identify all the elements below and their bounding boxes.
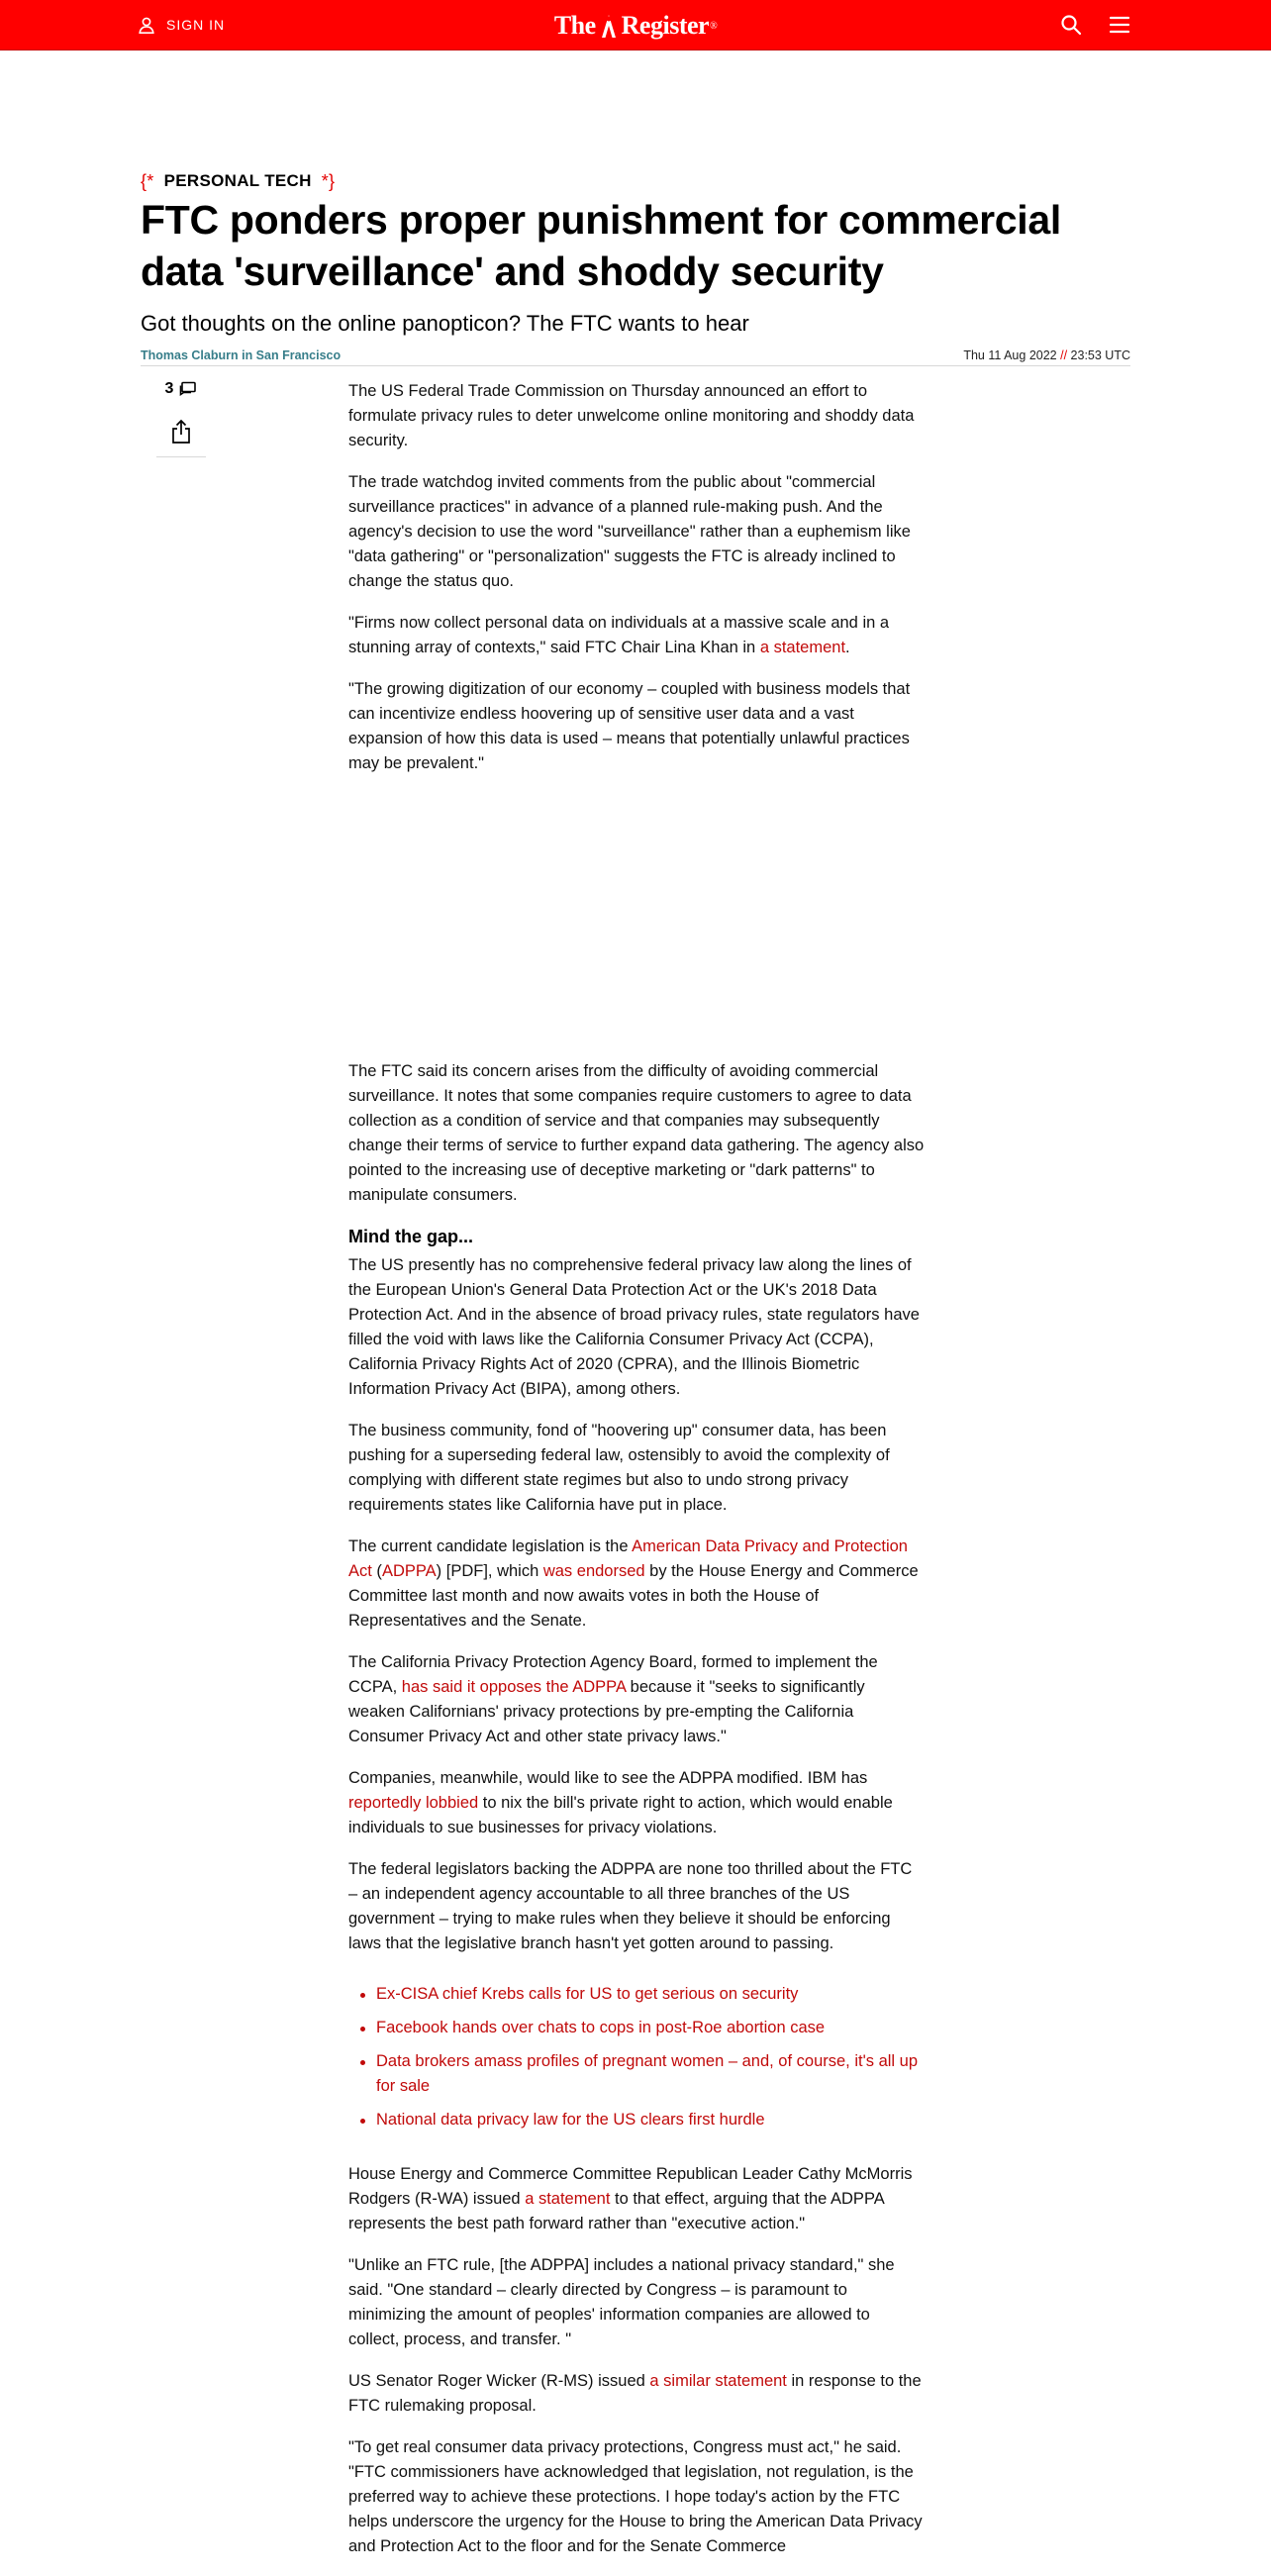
hamburger-menu-icon[interactable] bbox=[1108, 13, 1131, 37]
byline bbox=[141, 346, 1130, 366]
statement-link-2[interactable]: a statement bbox=[525, 2190, 611, 2208]
comment-bubble-icon bbox=[179, 381, 197, 397]
list-item bbox=[376, 1982, 925, 2007]
paragraph-9-end: because it "seeks to significantly weaken Californians' privacy protections by pre-empting the California Consumer Privacy Act and other state privacy laws." bbox=[348, 1678, 865, 1745]
article-standfirst: Got thoughts on the online panopticon? The FTC wants to hear bbox=[141, 311, 749, 336]
list-item bbox=[376, 2108, 925, 2132]
sign-in-link[interactable] bbox=[139, 14, 225, 36]
adppa-pdf-link[interactable]: ADPPA bbox=[381, 1562, 437, 1580]
paragraph-12-end: to that effect, arguing that the ADPPA represents the best path forward rather than "executive action." bbox=[348, 2190, 884, 2232]
paragraph-14-end: in response to the FTC rulemaking proposal. bbox=[348, 2372, 922, 2415]
top-navigation-bar bbox=[0, 0, 1271, 50]
time-text: 23:53 UTC bbox=[1070, 348, 1130, 362]
paragraph-3 bbox=[348, 611, 925, 660]
paragraph-12-text: House Energy and Commerce Committee Republican Leader Cathy McMorris Rodgers (R-WA) issued bbox=[348, 2165, 913, 2208]
paragraph-8-mid: ) [PDF], which bbox=[436, 1562, 543, 1580]
search-icon[interactable] bbox=[1059, 13, 1083, 37]
logo-text-the: The bbox=[553, 11, 596, 40]
section-link-personal-tech[interactable]: PERSONAL TECH bbox=[163, 171, 312, 190]
date-separator: // bbox=[1060, 348, 1068, 362]
adppa-bill-link[interactable]: American Data Privacy and Protection Act bbox=[348, 1537, 908, 1580]
paragraph-5: The FTC said its concern arises from the difficulty of avoiding commercial surveillance. It notes that some companies require customers to agree to data collection as a condition of service and that companies may subsequently change their terms of service to further expand data gathering. The agency also pointed to the increasing use of deceptive marketing or "dark patterns" to manipulate consumers. bbox=[348, 1062, 925, 1204]
related-link[interactable]: Data brokers amass profiles of pregnant women – and, of course, it's all up for sale bbox=[376, 2052, 919, 2095]
paragraph-10-text: Companies, meanwhile, would like to see the ADPPA modified. IBM has bbox=[348, 1769, 868, 1787]
vulture-logo-icon bbox=[598, 13, 620, 39]
paragraph-13: "Unlike an FTC rule, [the ADPPA] includes a national privacy standard," she said. "One standard – clearly directed by Congress – is paramount to minimizing the amount of peoples' information companies are allowed to collect, process, and transfer. " bbox=[348, 2256, 895, 2348]
share-rail bbox=[156, 371, 206, 457]
paragraph-14 bbox=[348, 2369, 925, 2419]
list-item bbox=[376, 2049, 925, 2099]
opposes-adppa-link[interactable]: has said it opposes the ADPPA bbox=[401, 1678, 627, 1696]
paragraph-15: "To get real consumer data privacy protections, Congress must act," he said. "FTC commissioners have acknowledged that legislation, not regulation, is the preferred way to achieve these protections. I hope today's action by the FTC helps underscore the urgency for the House to bring the American Data Privacy and Protection Act to the floor and for the Senate Commerce bbox=[348, 2438, 923, 2555]
paragraph-8 bbox=[348, 1535, 925, 1634]
was-endorsed-link[interactable]: was endorsed bbox=[542, 1562, 645, 1580]
paragraph-9 bbox=[348, 1650, 925, 1749]
paragraph-3-text: "Firms now collect personal data on individuals at a massive scale and in a stunning array of contexts," said FTC Chair Lina Khan in bbox=[348, 614, 890, 656]
paragraph-11: The federal legislators backing the ADPPA are none too thrilled about the FTC – an independent agency accountable to all three branches of the US government – trying to make rules when they believe it should be enforcing laws that the legislative branch hasn't yet gotten around to passing. bbox=[348, 1860, 913, 1952]
paragraph-10 bbox=[348, 1766, 925, 1840]
list-item bbox=[376, 2016, 925, 2040]
related-links-list bbox=[348, 1982, 925, 2132]
related-link[interactable]: National data privacy law for the US clears first hurdle bbox=[376, 2111, 765, 2129]
paragraph-12 bbox=[348, 2162, 925, 2236]
statement-link[interactable]: a statement bbox=[759, 639, 846, 656]
reportedly-lobbied-link[interactable]: reportedly lobbied bbox=[348, 1794, 479, 1812]
paragraph-9-text: The California Privacy Protection Agency Board, formed to implement the CCPA, bbox=[348, 1653, 878, 1696]
share-icon bbox=[170, 419, 192, 445]
comment-count: 3 bbox=[164, 380, 174, 397]
section-kicker bbox=[141, 169, 335, 193]
paragraph-6: The US presently has no comprehensive federal privacy law along the lines of the European Union's General Data Protection Act or the UK's 2018 Data Protection Act. And in the absence of broad privacy rules, state regulators have filled the void with laws like the California Consumer Privacy Act (CCPA), California Privacy Rights Act of 2020 (CPRA), and the Illinois Biometric Information Privacy Act (BIPA), among others. bbox=[348, 1256, 920, 1398]
ad-space bbox=[348, 793, 925, 1059]
sign-in-label: SIGN IN bbox=[166, 17, 226, 33]
subheading: Mind the gap... bbox=[348, 1227, 473, 1246]
logo-registered-mark: ® bbox=[710, 20, 718, 32]
date-text: Thu 11 Aug 2022 bbox=[963, 348, 1057, 362]
paragraph-2: The trade watchdog invited comments from the public about "commercial surveillance practices" in advance of a planned rule-making push. And the agency's decision to use the word "surveillance" rather than a euphemism like "data gathering" or "personalization" suggests the FTC is already inclined to change the status quo. bbox=[348, 473, 911, 590]
logo-text-register: Register bbox=[621, 11, 710, 40]
rail-divider bbox=[156, 456, 206, 457]
paragraph-10-end: to nix the bill's private right to action, which would enable individuals to sue businesses for privacy violations. bbox=[348, 1794, 893, 1836]
similar-statement-link[interactable]: a similar statement bbox=[649, 2372, 787, 2390]
kicker-brace-open: {* bbox=[141, 170, 154, 191]
paragraph-3-end: . bbox=[845, 639, 850, 656]
paragraph-8-end: by the House Energy and Commerce Committee last month and now awaits votes in both the House of Representatives and the Senate. bbox=[348, 1562, 919, 1630]
article-headline: FTC ponders proper punishment for commercial data 'surveillance' and shoddy security bbox=[141, 197, 1061, 294]
article-body bbox=[348, 379, 925, 2576]
publish-date bbox=[963, 348, 1130, 362]
paragraph-8-paren: ( bbox=[371, 1562, 382, 1580]
kicker-brace-close: *} bbox=[321, 170, 336, 191]
author-link[interactable]: Thomas Claburn in San Francisco bbox=[141, 348, 342, 362]
user-icon bbox=[139, 17, 154, 34]
paragraph-4: "The growing digitization of our economy – coupled with business models that can incentivize endless hoovering up of sensitive user data and a vast expansion of how this data is used – means that potentially unlawful practices may be prevalent." bbox=[348, 680, 911, 772]
share-button[interactable] bbox=[156, 407, 206, 456]
the-register-logo[interactable] bbox=[541, 9, 730, 43]
paragraph-14-text: US Senator Roger Wicker (R-MS) issued bbox=[348, 2372, 650, 2390]
comments-link[interactable] bbox=[156, 371, 206, 407]
related-link[interactable]: Facebook hands over chats to cops in post-Roe abortion case bbox=[376, 2019, 826, 2036]
paragraph-8-text: The current candidate legislation is the bbox=[348, 1537, 633, 1555]
related-link[interactable]: Ex-CISA chief Krebs calls for US to get serious on security bbox=[376, 1985, 799, 2003]
paragraph-7: The business community, fond of "hoovering up" consumer data, has been pushing for a superseding federal law, ostensibly to avoid the complexity of complying with different state regimes but also to undo strong privacy requirements states like California have put in place. bbox=[348, 1422, 890, 1514]
paragraph-1: The US Federal Trade Commission on Thursday announced an effort to formulate privacy rules to deter unwelcome online monitoring and shoddy data security. bbox=[348, 382, 915, 449]
